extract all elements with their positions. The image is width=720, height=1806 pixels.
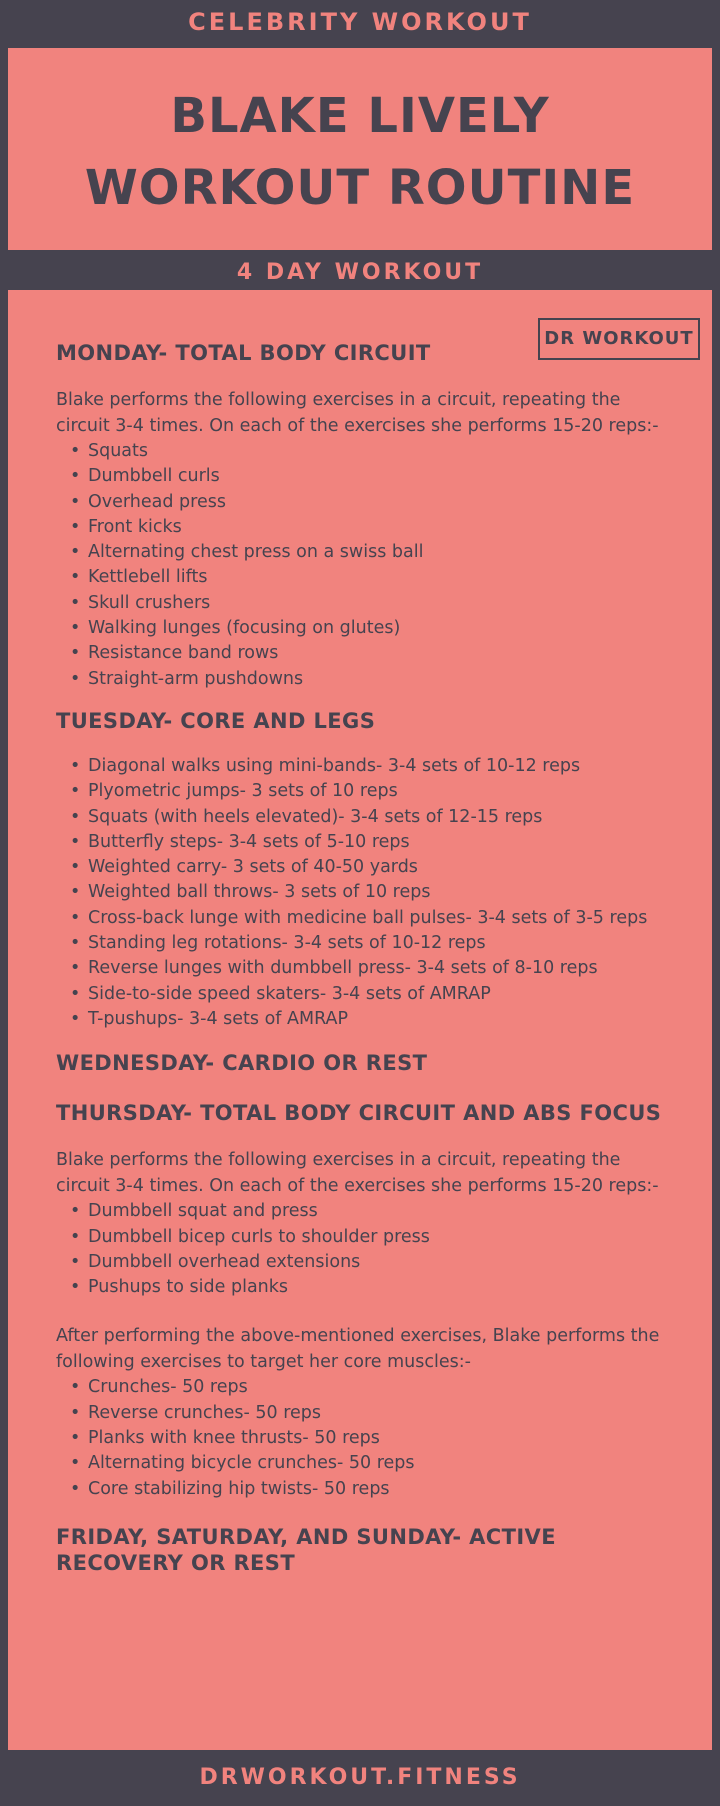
list-item: • Reverse crunches- 50 reps bbox=[88, 1401, 664, 1426]
title-line-2: WORKOUT ROUTINE bbox=[84, 160, 636, 216]
list-item: • Butterfly steps- 3-4 sets of 5-10 reps bbox=[88, 830, 664, 855]
list-item: • Dumbbell overhead extensions bbox=[88, 1250, 664, 1275]
list-item: • Crunches- 50 reps bbox=[88, 1375, 664, 1400]
thursday-core-intro: After performing the above-mentioned exercises, Blake performs the following exercises to target her core muscles:- bbox=[56, 1326, 660, 1372]
list-item: • Reverse lunges with dumbbell press- 3-4 sets of 8-10 reps bbox=[88, 956, 664, 981]
list-item: • Standing leg rotations- 3-4 sets of 10-12 reps bbox=[88, 931, 664, 956]
list-item: • Resistance band rows bbox=[88, 641, 664, 666]
list-item: • Weighted carry- 3 sets of 40-50 yards bbox=[88, 855, 664, 880]
list-item: • Pushups to side planks bbox=[88, 1275, 664, 1300]
monday-heading: MONDAY- TOTAL BODY CIRCUIT bbox=[56, 341, 431, 365]
thursday-exercise-list bbox=[56, 1199, 664, 1300]
thursday-intro: Blake performs the following exercises in a circuit, repeating the circuit 3-4 times. On each of the exercises she performs 15-20 reps:- bbox=[56, 1150, 659, 1196]
thursday-heading: THURSDAY- TOTAL BODY CIRCUIT AND ABS FOCUS bbox=[56, 1101, 662, 1126]
list-item: • Weighted ball throws- 3 sets of 10 reps bbox=[88, 880, 664, 905]
page-title bbox=[8, 48, 712, 224]
top-banner: CELEBRITY WORKOUT bbox=[188, 8, 532, 36]
list-item: • Side-to-side speed skaters- 3-4 sets of AMRAP bbox=[88, 982, 664, 1007]
monday-exercise-list bbox=[56, 439, 664, 692]
list-item: • Planks with knee thrusts- 50 reps bbox=[88, 1426, 664, 1451]
list-item: • Core stabilizing hip twists- 50 reps bbox=[88, 1477, 664, 1502]
subtitle-banner: 4 DAY WORKOUT bbox=[236, 260, 484, 285]
content-panel bbox=[8, 290, 712, 1750]
list-item: • T-pushups- 3-4 sets of AMRAP bbox=[88, 1007, 664, 1032]
title-panel bbox=[8, 48, 712, 250]
list-item: • Straight-arm pushdowns bbox=[88, 667, 664, 692]
brand-box: DR WORKOUT bbox=[538, 318, 700, 360]
list-item: • Alternating bicycle crunches- 50 reps bbox=[88, 1451, 664, 1476]
weekend-heading: FRIDAY, SATURDAY, AND SUNDAY- ACTIVE RECOVERY OR REST bbox=[56, 1524, 556, 1575]
list-item: • Diagonal walks using mini-bands- 3-4 sets of 10-12 reps bbox=[88, 754, 664, 779]
list-item: • Dumbbell curls bbox=[88, 464, 664, 489]
wednesday-heading: WEDNESDAY- CARDIO OR REST bbox=[56, 1051, 428, 1076]
list-item: • Squats (with heels elevated)- 3-4 sets of 12-15 reps bbox=[88, 805, 664, 830]
list-item: • Walking lunges (focusing on glutes) bbox=[88, 616, 664, 641]
list-item: • Dumbbell squat and press bbox=[88, 1199, 664, 1224]
list-item: • Skull crushers bbox=[88, 591, 664, 616]
list-item: • Overhead press bbox=[88, 490, 664, 515]
list-item: • Kettlebell lifts bbox=[88, 565, 664, 590]
list-item: • Squats bbox=[88, 439, 664, 464]
list-item: • Front kicks bbox=[88, 515, 664, 540]
list-item: • Dumbbell bicep curls to shoulder press bbox=[88, 1225, 664, 1250]
title-line-1: BLAKE LIVELY bbox=[170, 88, 550, 144]
tuesday-heading: TUESDAY- CORE AND LEGS bbox=[56, 708, 376, 733]
thursday-core-list bbox=[56, 1375, 664, 1501]
list-item: • Plyometric jumps- 3 sets of 10 reps bbox=[88, 779, 664, 804]
list-item: • Cross-back lunge with medicine ball pulses- 3-4 sets of 3-5 reps bbox=[88, 906, 664, 931]
monday-intro: Blake performs the following exercises in a circuit, repeating the circuit 3-4 times. On each of the exercises she performs 15-20 reps:- bbox=[56, 390, 659, 436]
footer-url: DRWORKOUT.FITNESS bbox=[199, 1765, 521, 1790]
list-item: • Alternating chest press on a swiss ball bbox=[88, 540, 664, 565]
tuesday-exercise-list bbox=[56, 754, 664, 1032]
